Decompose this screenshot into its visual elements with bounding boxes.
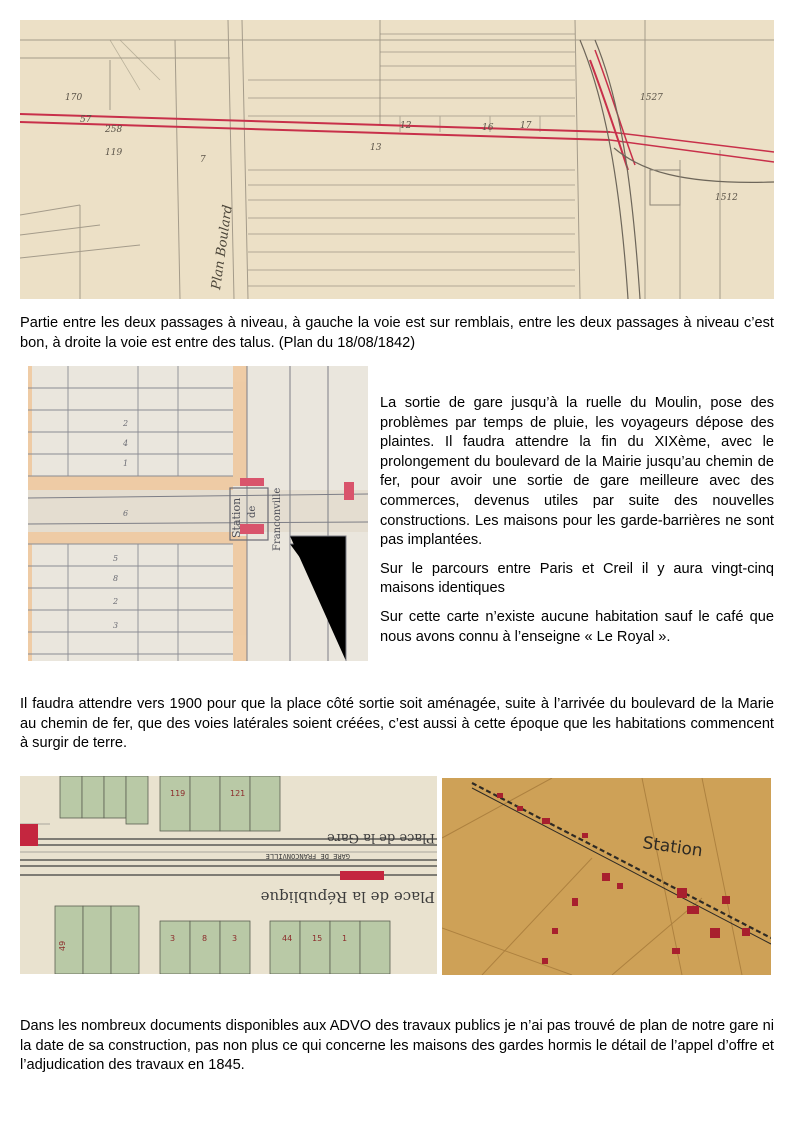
svg-text:170: 170	[65, 93, 83, 103]
svg-text:5: 5	[113, 554, 119, 563]
map3-label-gare-franconville: GARE DE FRANCONVILLE	[265, 852, 350, 860]
map-station-drawing	[28, 366, 368, 661]
svg-text:16: 16	[482, 123, 494, 133]
map3-label-place-republique: Place de la République	[260, 888, 435, 906]
map-cadastral	[20, 776, 437, 974]
map-cadastral-drawing	[20, 776, 437, 974]
side-paragraph-3: Sur cette carte n’existe aucune habitation sauf le café que nous avons connu à l’enseigne « Le Royal ».	[380, 608, 774, 645]
side-text-block	[380, 394, 774, 656]
side-paragraph-1: La sortie de gare jusqu’à la ruelle du Moulin, pose des problèmes par temps de pluie, les voyageurs dépose des plaintes. Il faudra attendre la fin du XIXème, avec le prolongement du boulevard de la Mairie jusqu’au chemin de fer, pour avoir une sortie de gare meilleure avec des commerces, devenus utiles par suite des nouvelles constructions. Les maisons pour les garde-barrières ne sont pas implantées.	[380, 395, 774, 549]
svg-text:15: 15	[312, 934, 323, 943]
map-station-plan	[28, 366, 368, 661]
svg-text:2: 2	[123, 419, 129, 428]
svg-text:1512: 1512	[715, 193, 738, 203]
svg-text:4: 4	[123, 439, 129, 448]
map3-label-place-gare: Place de la Gare	[327, 830, 435, 845]
paragraph-advo: Dans les nombreux documents disponibles aux ADVO des travaux publics je n’ai pas trouvé de plan de notre gare ni la date de sa construction, pas non plus ce qui concerne les maisons des gardes hormis le détail de l’appel d’offre et l’adjudication des travaux en 1845.	[20, 1018, 774, 1074]
map-old-station-drawing	[442, 778, 771, 975]
svg-text:121: 121	[230, 789, 246, 798]
svg-text:3: 3	[170, 934, 176, 943]
svg-text:1527: 1527	[640, 93, 663, 103]
svg-text:13: 13	[370, 143, 382, 153]
svg-text:3: 3	[113, 621, 119, 630]
svg-text:12: 12	[400, 121, 412, 131]
svg-text:119: 119	[170, 789, 186, 798]
map2-label-franconville: Franconville	[272, 487, 283, 551]
svg-text:8: 8	[113, 574, 119, 583]
svg-text:8: 8	[202, 934, 208, 943]
map-old-station	[442, 778, 771, 975]
svg-text:57: 57	[80, 115, 92, 125]
map4-label-station: Station	[641, 833, 704, 862]
svg-text:6: 6	[123, 509, 129, 518]
svg-text:1: 1	[342, 934, 348, 943]
svg-text:3: 3	[232, 934, 238, 943]
svg-text:44: 44	[282, 934, 293, 943]
svg-text:17: 17	[520, 121, 532, 131]
side-paragraph-2: Sur le parcours entre Paris et Creil il y aura vingt-cinq maisons identiques	[380, 560, 774, 597]
map2-label-de: de	[247, 505, 258, 518]
svg-text:49: 49	[58, 940, 67, 951]
svg-text:2: 2	[113, 597, 119, 606]
map-1842-drawing	[20, 20, 774, 299]
caption-1842-plan: Partie entre les deux passages à niveau, à gauche la voie est sur remblais, entre les deux passages à niveau c’est bon, à droite la voie est entre des talus. (Plan du 18/08/1842)	[20, 315, 774, 351]
map-1842-plan	[20, 20, 774, 299]
svg-text:7: 7	[200, 155, 206, 165]
svg-text:258: 258	[105, 125, 123, 135]
map2-label-station: Station	[230, 497, 243, 538]
svg-text:1: 1	[123, 459, 129, 468]
svg-text:119: 119	[105, 148, 123, 158]
map1-handwritten-label: Plan Boulard	[209, 203, 236, 291]
paragraph-1900: Il faudra attendre vers 1900 pour que la place côté sortie soit aménagée, suite à l’arrivée du boulevard de la Marie au chemin de fer, que des voies latérales soient créées, c’est aussi à cette époque que les habitations commencent à surgir de terre.	[20, 696, 774, 752]
